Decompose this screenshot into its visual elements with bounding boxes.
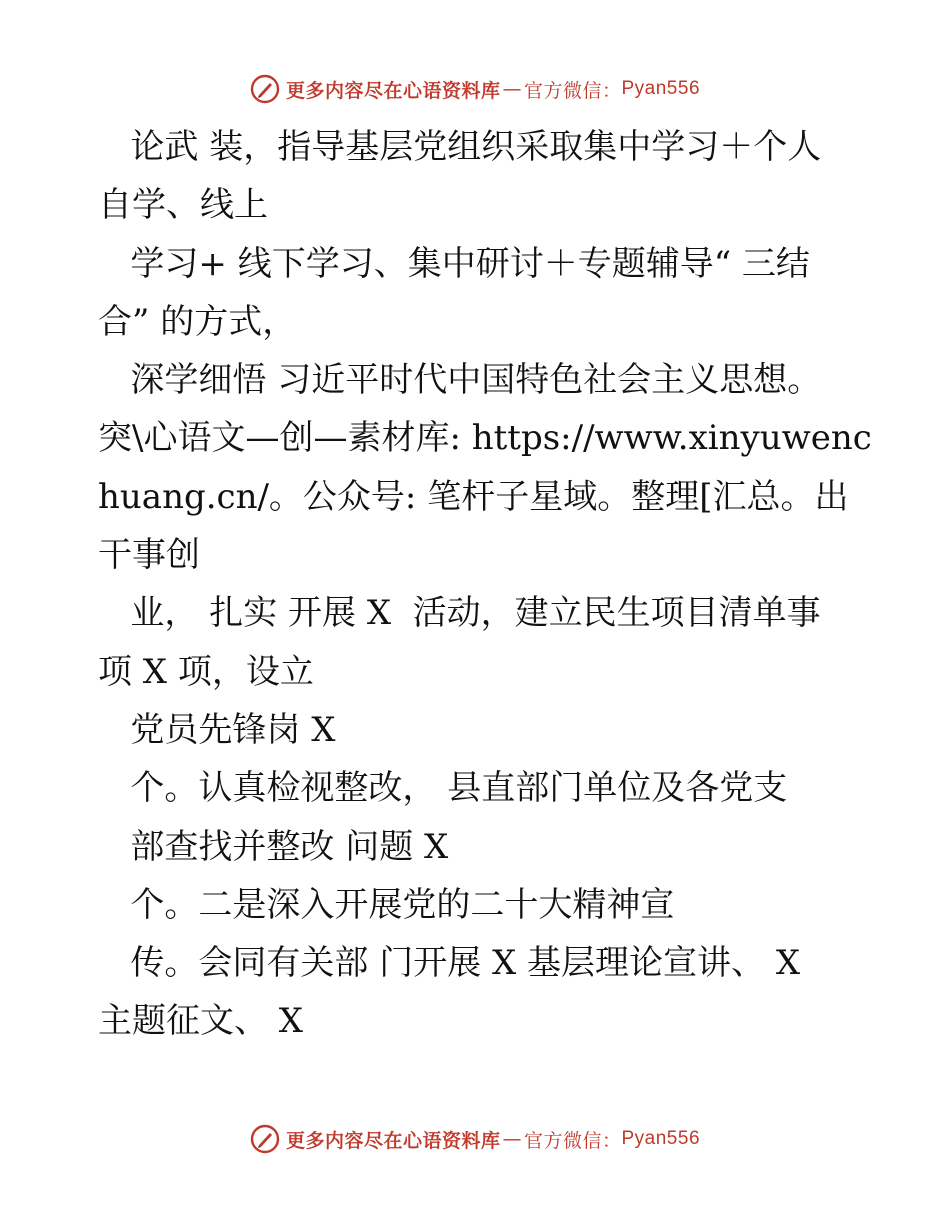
body-line: 项 X 项，设立 [98, 651, 314, 692]
watermark-site-name: 更多内容尽在心语资料库 [285, 1129, 501, 1152]
watermark-site-name: 更多内容尽在心语资料库 [285, 79, 501, 102]
body-line: 学习+ 线下学习、集中研讨＋专题辅导“ 三结 [98, 243, 810, 284]
pen-logo-icon [250, 74, 280, 104]
body-line: 主题征文、 X [98, 1001, 304, 1042]
watermark-wechat-label: 官方微信： [523, 1129, 622, 1152]
body-line: 部查找并整改 问题 X [98, 826, 449, 867]
body-line: 干事创 [98, 535, 200, 576]
watermark-wechat-label: 官方微信： [523, 79, 622, 102]
body-line: 个。二是深入开展党的二十大精神宣 [98, 884, 675, 925]
body-line: 个。认真检视整改， 县直部门单位及各党支 [98, 768, 788, 809]
body-line: 自学、线上 [98, 185, 268, 226]
body-line: 突\心语文—创—素材库: https://www.xinyuwenc [98, 418, 872, 459]
body-line: 党员先锋岗 X [98, 709, 336, 750]
body-line: 论武 装，指导基层党组织采取集中学习＋个人 [98, 127, 822, 167]
body-line: 深学细悟 习近平时代中国特色社会主义思想。 [98, 360, 822, 401]
watermark-separator: — [502, 1128, 522, 1150]
footer-watermark [0, 1122, 950, 1156]
body-line: 传。会同有关部 门开展 X 基层理论宣讲、 X [98, 943, 801, 984]
watermark-separator: — [502, 78, 522, 100]
header-watermark [0, 72, 950, 106]
document-body [98, 118, 872, 1051]
body-line: 合” 的方式， [98, 301, 297, 342]
watermark-wechat-id: Pyan556 [621, 1128, 701, 1149]
body-line: 业， 扎实 开展 X 活动，建立民生项目清单事 [98, 593, 821, 634]
watermark-wechat-id: Pyan556 [621, 78, 701, 99]
pen-logo-icon [250, 1124, 280, 1154]
body-line: huang.cn/。公众号: 笔杆子星域。整理[汇总。出 [98, 476, 849, 517]
